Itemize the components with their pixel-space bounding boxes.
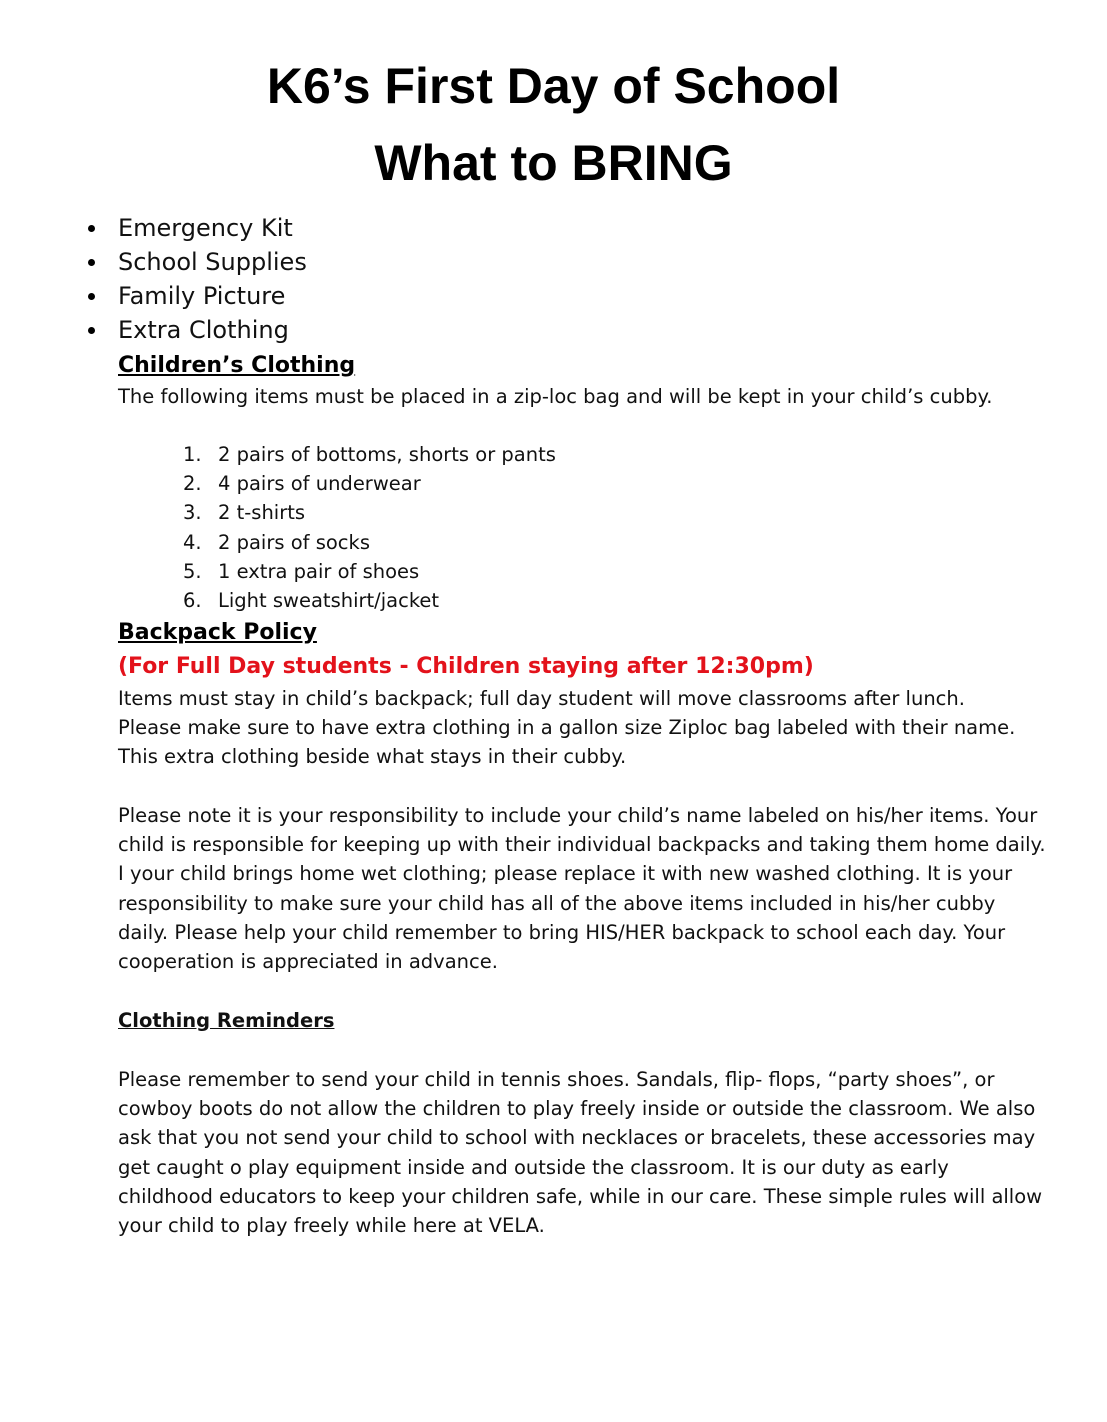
childrens-clothing-intro: The following items must be placed in a zip-loc bag and will be kept in your child’s cubby.: [118, 385, 993, 408]
bullet-icon: [88, 327, 95, 334]
clothing-list-item: [183, 528, 556, 557]
page-subtitle: What to BRING: [374, 135, 733, 191]
list-number: 4.: [183, 530, 202, 554]
clothing-list-item: [183, 469, 556, 498]
bring-list-item: [84, 211, 307, 245]
list-number: 6.: [183, 588, 202, 612]
list-item-text: Light sweatshirt/jacket: [218, 588, 440, 612]
list-item-text: 1 extra pair of shoes: [218, 559, 420, 583]
bring-list: [84, 211, 307, 347]
backpack-policy-note: Please note it is your responsibility to include your child’s name labeled on his/her items. Your child is responsible for keeping up with their individual backpacks and taking them home daily. I your child brings home wet clothing; please replace it with new washed clothing. It is your responsibility to make sure your child has all of the above items included in his/her cubby daily. Please help your child remember to bring HIS/HER backpack to school each day. Your cooperation is appreciated in advance.: [118, 804, 1046, 974]
list-item-text: 2 pairs of socks: [218, 530, 370, 554]
list-item-text: 4 pairs of underwear: [218, 472, 421, 496]
list-number: 2.: [183, 472, 202, 496]
clothing-list-item: [183, 586, 556, 615]
page-title: K6’s First Day of School: [266, 58, 841, 114]
childrens-clothing-heading: Children’s Clothing: [118, 353, 356, 378]
bullet-icon: [88, 259, 95, 266]
bring-item-label: Extra Clothing: [118, 316, 289, 344]
bullet-icon: [88, 225, 95, 232]
list-item-text: 2 pairs of bottoms, shorts or pants: [218, 443, 556, 466]
list-item-text: 2 t-shirts: [218, 501, 306, 525]
bring-item-label: Family Picture: [118, 282, 286, 310]
backpack-policy-subheading: (For Full Day students - Children staying after 12:30pm): [118, 654, 814, 679]
clothing-reminders-heading: Clothing Reminders: [118, 1009, 335, 1032]
bullet-icon: [88, 293, 95, 300]
clothing-list-item: [183, 557, 556, 586]
bring-item-label: School Supplies: [118, 248, 307, 276]
list-number: 1.: [183, 443, 202, 466]
backpack-policy-heading: Backpack Policy: [118, 620, 317, 645]
clothing-reminders-paragraph: Please remember to send your child in tennis shoes. Sandals, flip- flops, “party shoes”, or cowboy boots do not allow the children to play freely inside or outside the classroom. We also ask that you not send your child to school with necklaces or bracelets, these accessories may get caught o play equipment inside and outside the classroom. It is our duty as early childhood educators to keep your children safe, while in our care. These simple rules will allow your child to play freely while here at VELA.: [118, 1068, 1043, 1238]
bring-list-item: [84, 245, 307, 279]
clothing-items-list: [183, 440, 556, 615]
list-number: 5.: [183, 559, 202, 583]
bring-item-label: Emergency Kit: [118, 214, 293, 242]
list-number: 3.: [183, 501, 202, 525]
clothing-list-item: [183, 498, 556, 527]
bring-list-item: [84, 313, 307, 347]
clothing-list-item: [183, 440, 556, 469]
backpack-policy-paragraph: Items must stay in child’s backpack; full day student will move classrooms after lunch. Please make sure to have extra clothing in a gallon size Ziploc bag labeled with their name. This extra clothing beside what stays in their cubby.: [118, 687, 1016, 769]
bring-list-item: [84, 279, 307, 313]
